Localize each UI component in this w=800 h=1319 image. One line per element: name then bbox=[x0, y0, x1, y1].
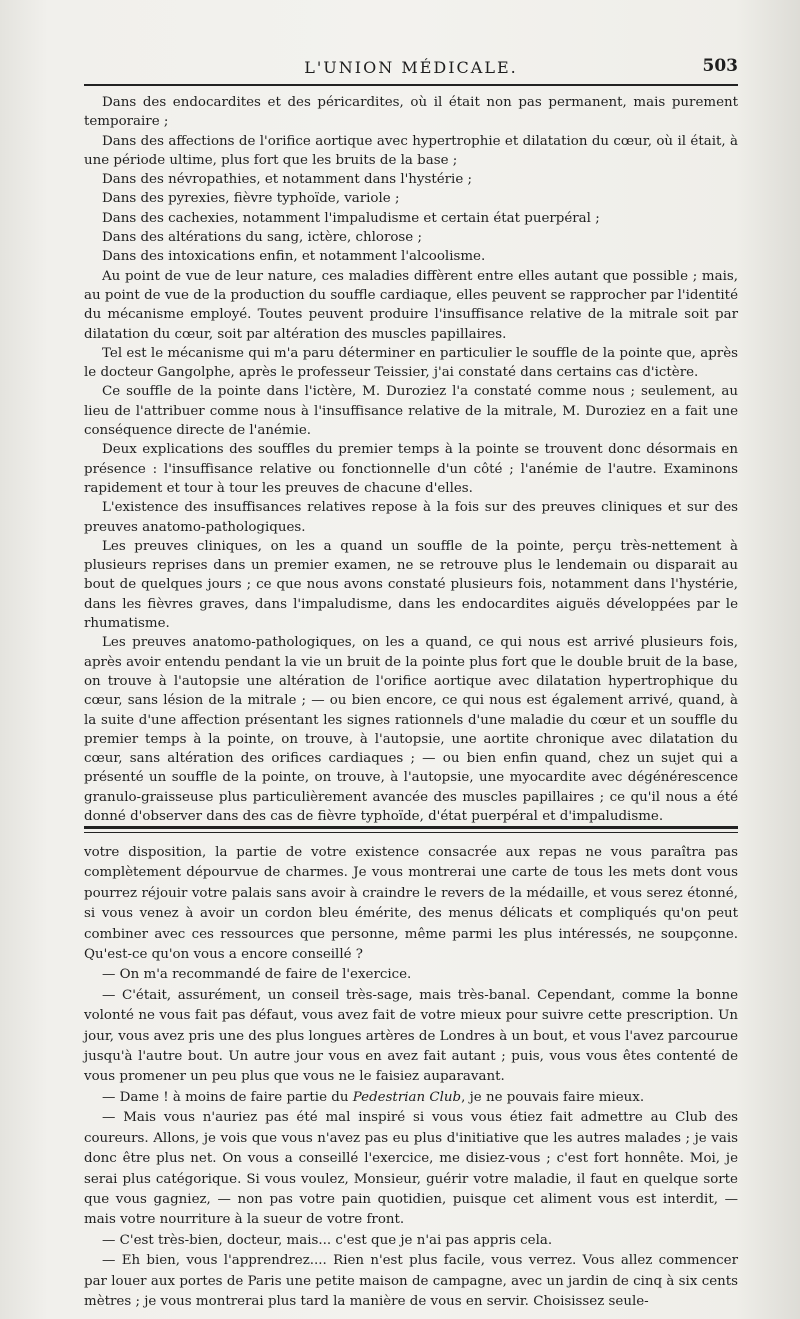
list-item: Dans des cachexies, notamment l'impaludisme et certain état puerpéral ; bbox=[102, 210, 600, 226]
article-paragraph: Tel est le mécanisme qui m'a paru déterminer en particulier le souffle de la pointe que, après le docteur Gangolphe, après le professeur Teissier, j'ai constaté dans certains cas d'ictère. bbox=[84, 345, 738, 381]
dialogue-line bbox=[84, 1088, 738, 1108]
list-item: Dans des intoxications enfin, et notamment l'alcoolisme. bbox=[102, 249, 486, 265]
article-paragraph: Ce souffle de la pointe dans l'ictère, M. Duroziez l'a constaté comme nous ; seulement, au lieu de l'attribuer comme nous à l'insuffisance relative de la mitrale, M. Duroziez en a fait une conséquence directe de l'anémie. bbox=[84, 384, 738, 439]
club-name: Pedestrian Club bbox=[352, 1089, 462, 1105]
running-title: L'UNION MÉDICALE. bbox=[304, 58, 518, 77]
article-body bbox=[84, 93, 738, 826]
article-paragraph: Deux explications des souffles du premier temps à la pointe se trouvent donc désormais en présence : l'insuffisance relative ou fonctionnelle d'un côté ; l'anémie de l'autre. Examinons rapidement et tour à tour les preuves de chacune d'elles. bbox=[84, 442, 738, 496]
list-item: Dans des affections de l'orifice aortique avec hypertrophie et dilatation du cœur, où il était, à une période ultime, plus fort que les bruits de la base ; bbox=[84, 133, 738, 168]
article-paragraph: Les preuves cliniques, on les a quand un souffle de la pointe, perçu très-nettement à plusieurs reprises dans un premier examen, ne se retrouve plus le lendemain ou disparait au bout de quelques jours ; ce que nous avons constaté plusieurs fois, notamment dans l'hystérie, dans les fièvres graves, dans l'impaludisme, dans les endocardites aiguës développées par le rhumatisme. bbox=[84, 538, 738, 632]
dialogue-line: — C'était, assurément, un conseil très-sage, mais très-banal. Cependant, comme la bonne volonté ne vous fait pas défaut, vous avez fait de votre mieux pour suivre cette prescription. Un jour, vous avez pris une des plus longues artères de Londres à un bout, et vous l'avez parcourue jusqu'à l'autre bout. Un autre jour vous en avez fait autant ; puis, vous vous êtes contenté de vous promener un peu plus que vous ne le faisiez auparavant. bbox=[84, 987, 738, 1085]
list-item: Dans des endocardites et des péricardites, où il était non pas permanent, mais purement temporaire ; bbox=[84, 95, 738, 130]
feuilleton-separator-thick bbox=[84, 826, 738, 829]
article-paragraph: Les preuves anatomo-pathologiques, on les a quand, ce qui nous est arrivé plusieurs fois, après avoir entendu pendant la vie un bruit de la pointe plus fort que le double bruit de la base, on trouve à l'autopsie une altération de l'orifice aortique avec dilatation hypertrophique du cœur, sans lésion de la mitrale ; — ou bien encore, ce qui nous est également arrivé, quand, à la suite d'une affection présentant les signes rationnels d'une maladie du cœur et un souffle du premier temps à la pointe, on trouve, à l'autopsie, une aortite chronique avec dilatation du cœur, sans altération des orifices cardiaques ; — ou bien enfin quand, chez un sujet qui a présenté un souffle de la pointe, on trouve, à l'autopsie, une myocardite avec dégénérescence granulo-graisseuse plus particulièrement avancée des muscles papillaires ; ce qu'il nous a été donné d'observer dans des cas de fièvre typhoïde, d'état puerpéral et d'impaludisme. bbox=[84, 635, 738, 824]
feuilleton-body bbox=[84, 843, 738, 1312]
list-item: Dans des pyrexies, fièvre typhoïde, variole ; bbox=[102, 191, 400, 207]
list-item: Dans des altérations du sang, ictère, chlorose ; bbox=[102, 230, 422, 246]
feuilleton-separator-thin bbox=[84, 832, 738, 833]
article-paragraph: Au point de vue de leur nature, ces maladies diffèrent entre elles autant que possible ; mais, au point de vue de la production du souffle cardiaque, elles peuvent se rapprocher par l'identité du mécanisme employé. Toutes peuvent produire l'insuffisance relative de la mitrale soit par dilatation du cœur, soit par altération des muscles papillaires. bbox=[84, 268, 738, 342]
dialogue-line: — On m'a recommandé de faire de l'exercice. bbox=[102, 967, 412, 983]
page-header bbox=[84, 52, 738, 82]
dialogue-text: , je ne pouvais faire mieux. bbox=[461, 1089, 645, 1105]
dialogue-line: — Eh bien, vous l'apprendrez.... Rien n'est plus facile, vous verrez. Vous allez commencer par louer aux portes de Paris une petite maison de campagne, avec un jardin de cinq à six cents mètres ; je vous montrerai plus tard la manière de vous en servir. Choisissez seule- bbox=[84, 1253, 738, 1309]
dialogue-line: — C'est très-bien, docteur, mais... c'est que je n'ai pas appris cela. bbox=[102, 1232, 553, 1248]
dialogue-line: — Mais vous n'auriez pas été mal inspiré si vous vous étiez fait admettre au Club des coureurs. Allons, je vois que vous n'avez pas eu plus d'initiative que les autres malades ; je vais donc être plus net. On vous a conseillé l'exercice, me disiez-vous ; c'est fort honnête. Moi, je serai plus catégorique. Si vous voulez, Monsieur, guérir votre maladie, il faut en quelque sorte que vous gagniez, — non pas votre pain quotidien, puisque cet aliment vous est interdit, — mais votre nourriture à la sueur de votre front. bbox=[84, 1110, 738, 1228]
feuilleton-paragraph: votre disposition, la partie de votre existence consacrée aux repas ne vous paraîtra pas complètement dépourvue de charmes. Je vous montrerai une carte de tous les mets dont vous pourrez réjouir votre palais sans avoir à craindre le revers de la médaille, et vous serez étonné, si vous venez à avoir un cordon bleu émérite, des menus délicats et compliqués qu'on peut combiner avec ces ressources que personne, même parmi les plus intéressés, ne soupçonne. Qu'est-ce qu'on vous a encore conseillé ? bbox=[84, 845, 738, 963]
dialogue-text: — Dame ! à moins de faire partie du bbox=[102, 1089, 353, 1105]
list-item: Dans des névropathies, et notamment dans l'hystérie ; bbox=[102, 172, 473, 188]
header-rule bbox=[84, 84, 738, 86]
page-number: 503 bbox=[702, 56, 738, 76]
article-paragraph: L'existence des insuffisances relatives repose à la fois sur des preuves cliniques et sur des preuves anatomo-pathologiques. bbox=[84, 500, 738, 535]
